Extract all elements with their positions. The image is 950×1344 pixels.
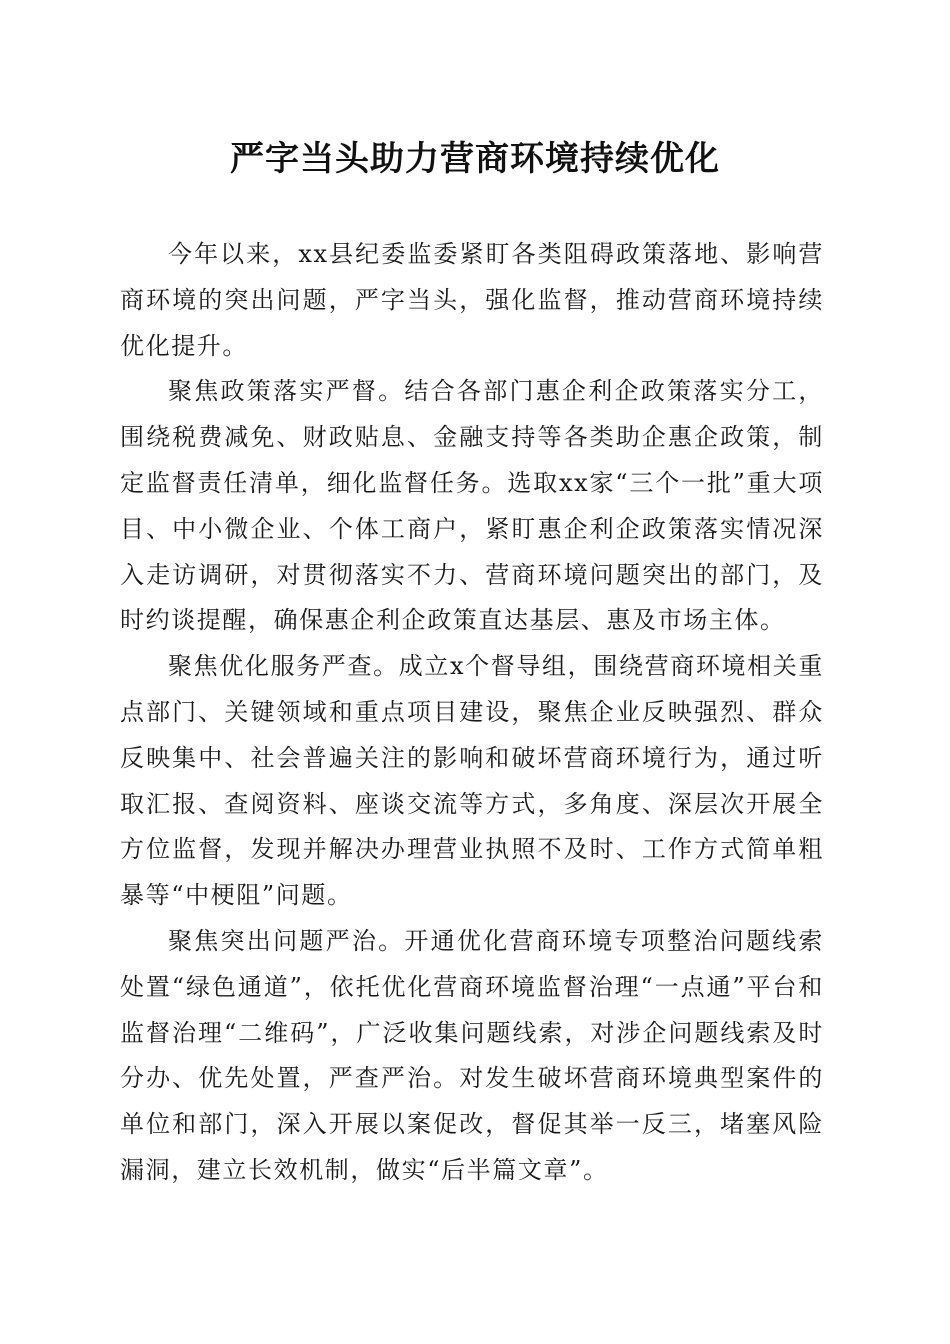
document-body <box>120 232 824 1194</box>
document-title: 严字当头助力营商环境持续优化 <box>230 139 720 179</box>
paragraph-intro: 今年以来，xx县纪委监委紧盯各类阻碍政策落地、影响营商环境的突出问题，严字当头，强化监督，推动营商环境持续优化提升。 <box>120 240 824 360</box>
paragraph-service-inspection: 聚焦优化服务严查。成立x个督导组，围绕营商环境相关重点部门、关键领域和重点项目建设，聚焦企业反映强烈、群众反映集中、社会普遍关注的影响和破坏营商环境行为，通过听取汇报、查阅资料、座谈交流等方式，多角度、深层次开展全方位监督，发现并解决办理营业执照不及时、工作方式简单粗暴等“中梗阻”问题。 <box>120 652 824 910</box>
paragraph-policy-supervision: 聚焦政策落实严督。结合各部门惠企利企政策落实分工，围绕税费减免、财政贴息、金融支持等各类助企惠企政策，制定监督责任清单，细化监督任务。选取xx家“三个一批”重大项目、中小微企业、个体工商户，紧盯惠企利企政策落实情况深入走访调研，对贯彻落实不力、营商环境问题突出的部门，及时约谈提醒，确保惠企利企政策直达基层、惠及市场主体。 <box>120 377 824 635</box>
paragraph-problem-governance: 聚焦突出问题严治。开通优化营商环境专项整治问题线索处置“绿色通道”，依托优化营商环境监督治理“一点通”平台和监督治理“二维码”，广泛收集问题线索，对涉企问题线索及时分办、优先处置，严查严治。对发生破坏营商环境典型案件的单位和部门，深入开展以案促改，督促其举一反三，堵塞风险漏洞，建立长效机制，做实“后半篇文章”。 <box>120 926 824 1184</box>
